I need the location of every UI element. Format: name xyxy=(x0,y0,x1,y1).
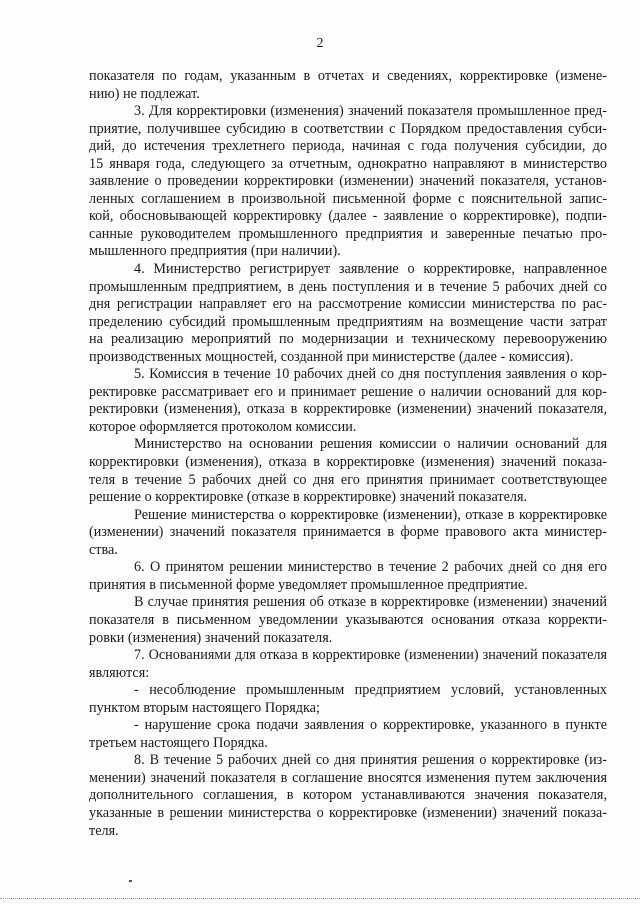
text-line: дополнительного соглашения, в котором устанавливаются значения показателя, xyxy=(89,787,607,804)
text-line: показателя по годам, указанным в отчетах и сведениях, корректировке (измене- xyxy=(89,68,607,84)
text-line: показателя в письменном уведомлении указываются основания отказа корректи- xyxy=(89,611,607,628)
paragraph xyxy=(89,752,607,840)
page-bottom-edge xyxy=(0,898,640,900)
text-line: санные руководителем промышленного предприятия и заверенные печатью про- xyxy=(89,225,607,242)
text-line: ства. xyxy=(89,541,118,558)
text-line: Министерство на основании решения комиссии о наличии оснований для xyxy=(134,436,607,453)
text-line: - нарушение срока подачи заявления о корректировке, указанного в пункте xyxy=(134,717,607,734)
page-number: 2 xyxy=(316,36,324,51)
text-line: которое оформляется протоколом комиссии. xyxy=(89,418,357,435)
paragraph xyxy=(89,103,607,261)
text-line: менении) значений показателя в соглашение вносятся изменения путем заключения xyxy=(89,769,607,786)
text-line: теля. xyxy=(89,822,119,839)
paragraph xyxy=(89,507,607,560)
paragraph xyxy=(89,682,607,717)
text-line: дий, до истечения трехлетнего периода, начиная с года получения субсидии, до xyxy=(89,138,607,155)
text-line: - несоблюдение промышленным предприятием условий, установленных xyxy=(134,682,607,699)
text-line: кой, обосновывающей корректировку (далее - заявление о корректировке), подпи- xyxy=(89,208,607,225)
text-line: 8. В течение 5 рабочих дней со дня принятия решения о корректировке (из- xyxy=(134,752,607,769)
text-line: являются: xyxy=(89,664,150,681)
text-line: ленных соглашением в произвольной письменной форме с пояснительной запис- xyxy=(89,190,607,207)
text-line: (изменении) значений показателя принимается в форме правового акта министер- xyxy=(89,524,607,541)
text-line: 7. Основаниями для отказа в корректировке (изменении) значений показателя xyxy=(134,647,607,664)
text-line: Решение министерства о корректировке (изменении), отказе в корректировке xyxy=(134,506,607,523)
text-line: принятия в письменной форме уведомляет промышленное предприятие. xyxy=(89,576,528,593)
text-line: теля в течение 5 рабочих дней со дня его принятия принимает соответствующее xyxy=(89,471,607,488)
text-line: на реализацию мероприятий по модернизации и техническому перевооружению xyxy=(89,331,607,348)
text-line: 5. Комиссия в течение 10 рабочих дней со дня поступления заявления о кор- xyxy=(134,366,607,383)
text-line: третьем настоящего Порядка. xyxy=(89,734,268,751)
text-line: ровки (изменения) значений показателя. xyxy=(89,629,333,646)
text-line: 4. Министерство регистрирует заявление о корректировке, направленное xyxy=(134,261,607,278)
paragraph xyxy=(89,261,607,366)
paragraph xyxy=(89,559,607,594)
text-line: 3. Для корректировки (изменения) значений показателя промышленное пред- xyxy=(134,103,607,120)
scan-speck xyxy=(129,880,132,882)
paragraph xyxy=(89,68,607,103)
text-line: ректировке рассматривает его и принимает решение о наличии оснований для кор- xyxy=(89,383,607,400)
text-line: заявление о проведении корректировки (изменении) значений показателя, установ- xyxy=(89,173,607,190)
text-line: указанные в решении министерства о корректировке (изменении) значений показа- xyxy=(89,804,607,821)
text-line: В случае принятия решения об отказе в корректировке (изменении) значений xyxy=(134,594,607,611)
text-line: ректировки (изменения), отказа в корректировке (изменении) значений показателя, xyxy=(89,401,607,418)
paragraph xyxy=(89,647,607,682)
text-line: промышленным предприятием, в день поступления и в течение 5 рабочих дней со xyxy=(89,278,607,295)
text-line: нию) не подлежат. xyxy=(89,85,200,102)
paragraph xyxy=(89,717,607,752)
text-line: приятие, получившее субсидию в соответствии с Порядком предоставления субси- xyxy=(89,120,607,137)
document-body xyxy=(89,68,607,840)
text-line: дня регистрации направляет его на рассмотрение комиссии министерства по рас- xyxy=(89,296,607,313)
text-line: решение о корректировке (отказе в корректировке) значений показателя. xyxy=(89,489,528,506)
text-line: 15 января года, следующего за отчетным, однократно направляют в министерство xyxy=(89,155,607,172)
paragraph xyxy=(89,594,607,647)
text-line: корректировки (изменения), отказа в корректировке (изменения) значений показа- xyxy=(89,454,607,471)
paragraph xyxy=(89,366,607,436)
paragraph xyxy=(89,436,607,506)
text-line: пределению субсидий промышленным предприятиям на возмещение части затрат xyxy=(89,313,607,330)
text-line: 6. О принятом решении министерство в течение 2 рабочих дней со дня его xyxy=(134,559,607,576)
text-line: мышленного предприятия (при наличии). xyxy=(89,243,341,260)
text-line: производственных мощностей, созданной при министерстве (далее - комиссия). xyxy=(89,348,574,365)
text-line: пунктом вторым настоящего Порядка; xyxy=(89,699,320,716)
